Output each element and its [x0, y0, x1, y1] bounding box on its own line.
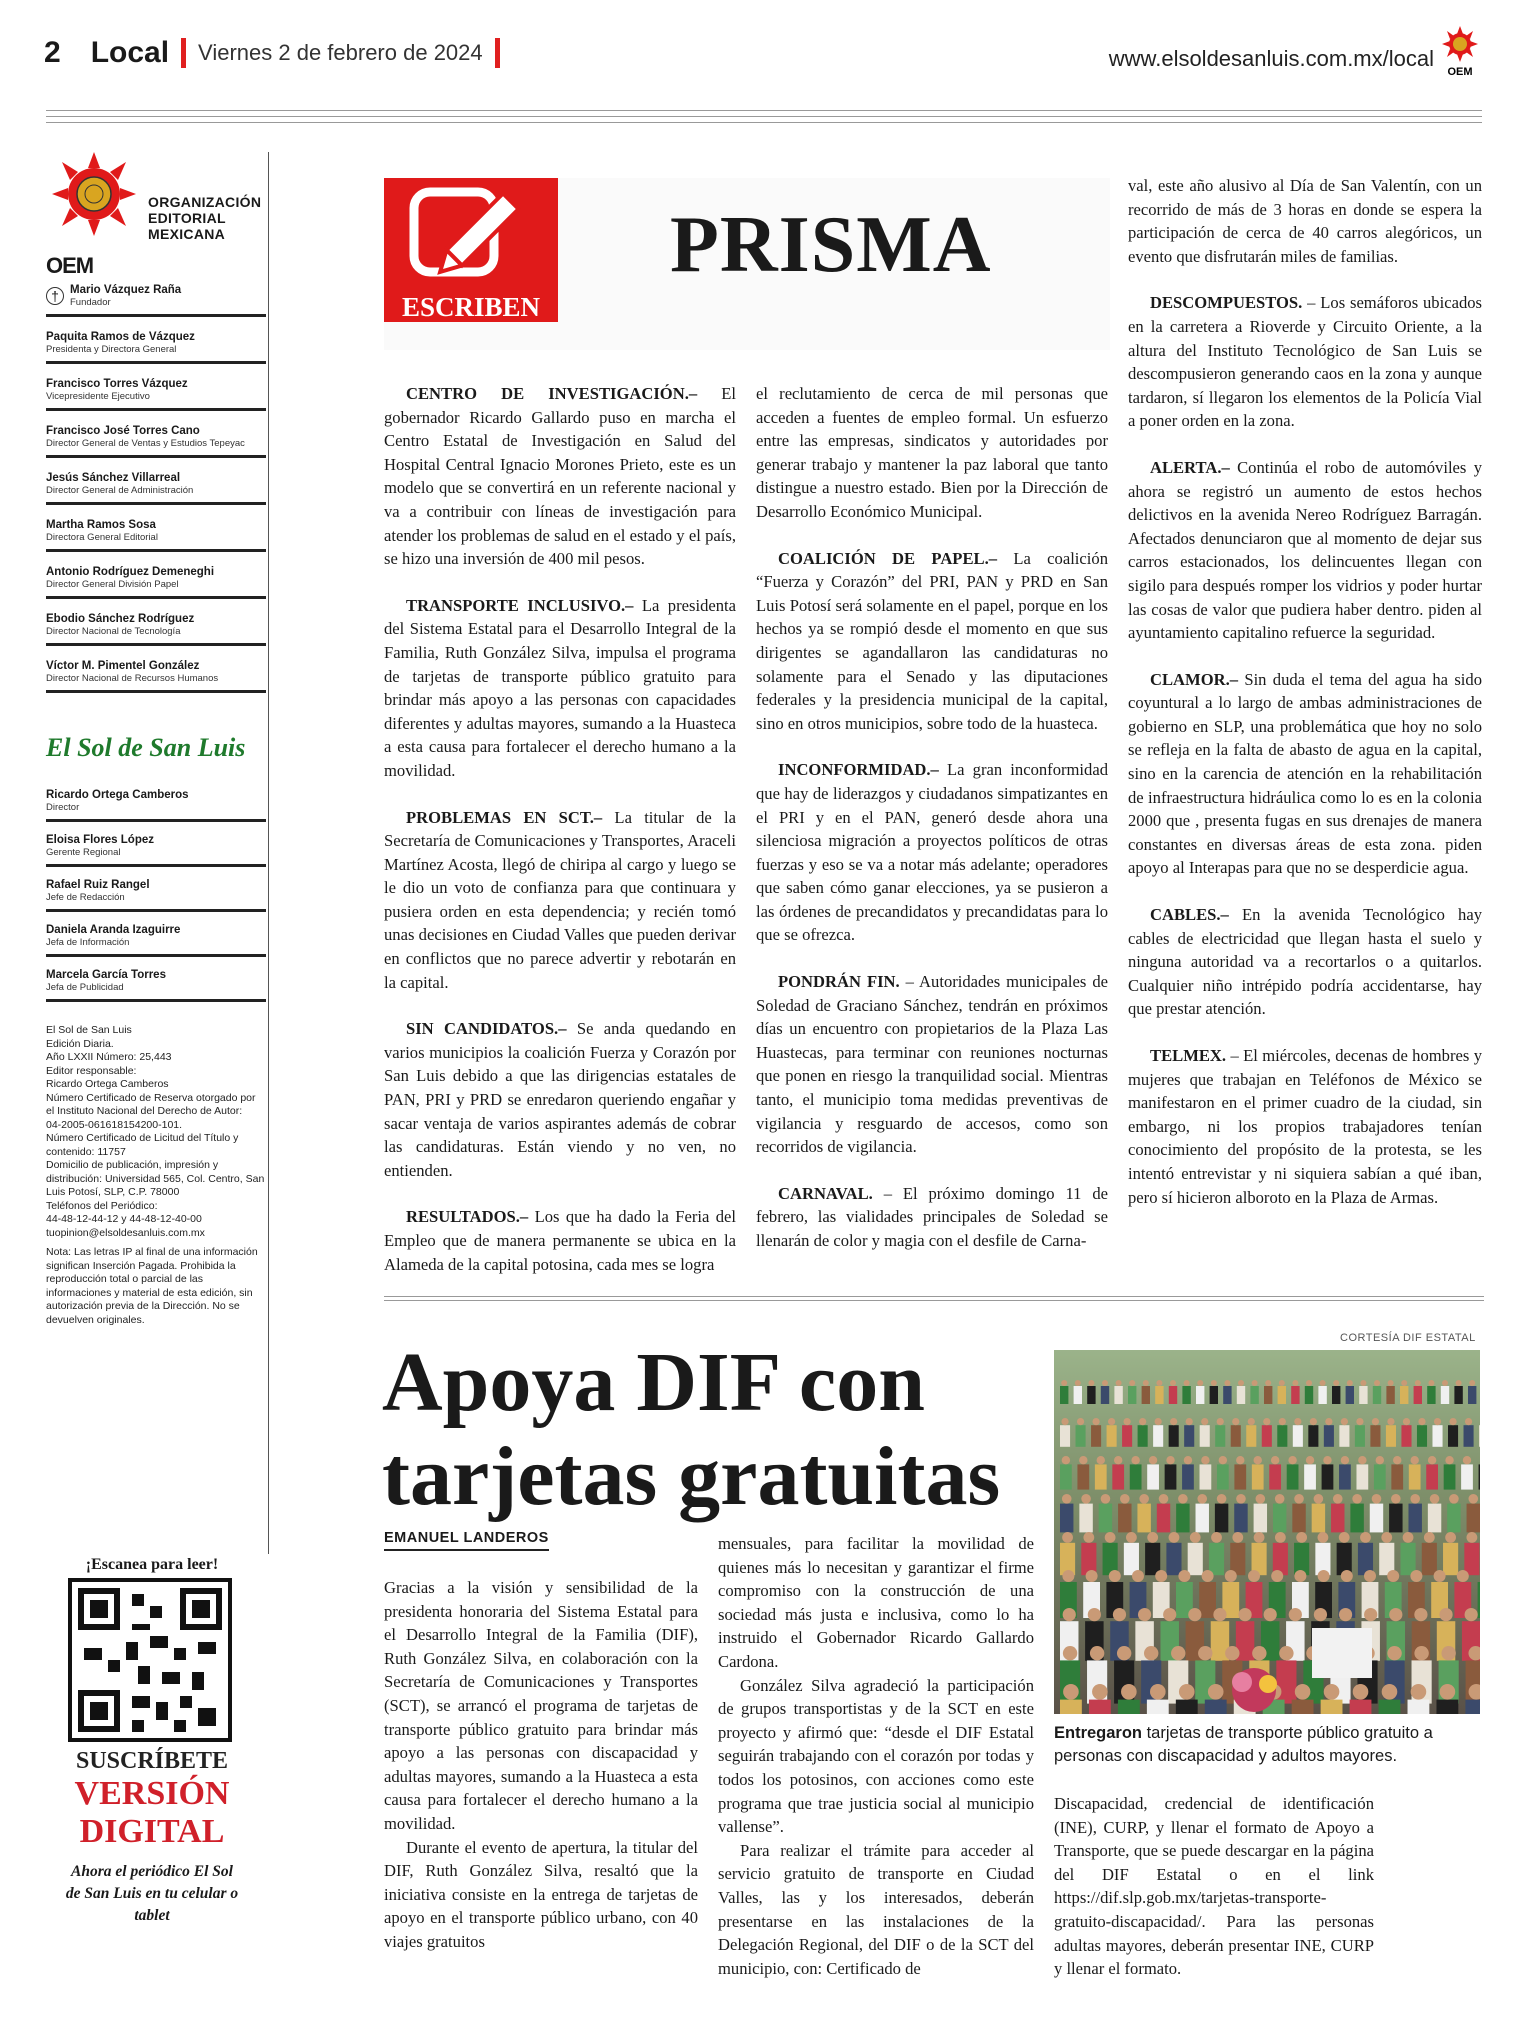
- prisma-column-2: [756, 382, 1108, 1276]
- photo-credit: CORTESÍA DIF ESTATAL: [1340, 1332, 1476, 1344]
- paragraph-heading: TRANSPORTE INCLUSIVO.–: [406, 595, 634, 615]
- paragraph-heading: ALERTA.–: [1150, 457, 1230, 477]
- legal-line: Año LXXII Número: 25,443: [46, 1051, 172, 1063]
- column-paragraph: [756, 970, 1108, 1159]
- paragraph-heading: PONDRÁN FIN.: [778, 972, 900, 992]
- legal-line: El Sol de San Luis: [46, 1024, 132, 1036]
- staff-entry: [46, 364, 266, 411]
- column-paragraph: [756, 382, 1108, 524]
- legal-line: 04-2005-061618154200-101.: [46, 1118, 183, 1131]
- section-name: Local: [90, 36, 170, 69]
- story-paragraph: González Silva agradeció la participación de grupos transportistas y de la SCT en este proyecto y afirmó que: “desde el DIF Estatal seguirán trabajando con el corazón por todas y todos los potosinos, con acciones como este programa que trae justicia social al municipio vallense”.: [718, 1675, 1034, 1837]
- oem-block: [46, 150, 266, 279]
- staff-entry: [46, 912, 266, 957]
- legal-line: Edición Diaria.: [46, 1037, 114, 1050]
- story-paragraph: Gracias a la visión y sensibilidad de la presidenta honoraria del Sistema Estatal para el Desarrollo Integral de la Familia (DIF), Ruth González Silva, en colaboración con la Secretaría de Comunicaciones y Transportes (SCT), se arrancó el programa de tarjetas de transporte público gratuito para brindar más apoyo a las personas con discapacidad y adultas mayores, sumando a la Huasteca a esta causa para fortalecer el derecho humano a la movilidad.: [384, 1578, 698, 1833]
- pencil-icon: [384, 178, 558, 288]
- column-title: PRISMA: [670, 201, 992, 289]
- paragraph-heading: RESULTADOS.–: [406, 1207, 529, 1227]
- org-name: ORGANIZACIÓN EDITORIAL MEXICANA: [148, 194, 262, 242]
- photo-caption: [1054, 1722, 1484, 1768]
- paragraph-heading: DESCOMPUESTOS.: [1150, 293, 1303, 313]
- staff-name: Eloisa Flores López: [46, 834, 154, 846]
- masthead-sidebar: [46, 150, 266, 1327]
- header-divider: [495, 38, 500, 68]
- staff-entry: [46, 317, 266, 364]
- founder-entry: [46, 279, 266, 317]
- prisma-column-1: [384, 382, 736, 1299]
- paragraph-text: el reclutamiento de cerca de mil personas que acceden a fuentes de empleo formal. Un esfuerzo entre las empresas, sindicatos y autoridades por generar trabajo y mantener la paz laboral que tanto distingue a nuestro estado. Bien por la Dirección de Desarrollo Económico Municipal.: [756, 384, 1108, 521]
- paragraph-text: En la avenida Tecnológico hay cables de electricidad que llegan hasta el suelo y ninguna autoridad va a recortarlos o a quitarlos. Cualquier niño intrépido podría accidentarse, hay que prestar atención.: [1128, 905, 1482, 1019]
- event-photo: [1054, 1350, 1480, 1714]
- qr-code[interactable]: [68, 1578, 232, 1742]
- staff-entry: [46, 777, 266, 822]
- subscribe-label: SUSCRÍBETE: [75, 1748, 229, 1774]
- story-column-2: [718, 1532, 1034, 1980]
- staff-role: Director General de Administración: [46, 485, 194, 496]
- paragraph-heading: TELMEX.: [1150, 1046, 1227, 1065]
- column-paragraph: [756, 758, 1108, 947]
- legal-line: Teléfonos del Periódico:: [46, 1199, 158, 1212]
- staff-entry: [46, 822, 266, 867]
- staff-name: Mario Vázquez Raña: [70, 284, 182, 296]
- staff-name: Francisco Torres Vázquez: [46, 378, 188, 390]
- paragraph-heading: SIN CANDIDATOS.–: [406, 1019, 567, 1039]
- legal-line: 44-48-12-44-12 y 44-48-12-40-00: [46, 1213, 202, 1225]
- paragraph-heading: CABLES.–: [1150, 905, 1229, 925]
- paper-name: El Sol de San Luis: [46, 733, 246, 762]
- paragraph-text: Sin duda el tema del agua ha sido coyuntural a lo largo de ambas administraciones de gobierno en SLP, una problemática que hoy no solo se refleja en la falta de abasto de agua en la capital, sino en la carencia de atención en la rehabilitación de infraestructura hidráulica como lo es en la colonia 2000 que , presenta fugas en sus drenajes de manera constantes en diversas áreas de esta zona. piden apoyo al Interapas para que no se desperdicie agua.: [1128, 669, 1482, 878]
- section-url[interactable]: www.elsoldesanluis.com.mx/local: [1108, 46, 1434, 71]
- staff-role: Fundador: [70, 297, 111, 308]
- oem-logo: [46, 150, 142, 279]
- column-paragraph: [1128, 903, 1482, 1021]
- story-paragraph: mensuales, para facilitar la movilidad de quienes más lo necesitan y garantizar el firme compromiso con la construcción de una sociedad más justa e inclusiva, como lo ha instruido el Gobernador Ricardo Gallardo Cardona.: [718, 1534, 1034, 1671]
- page-header-left: [44, 36, 500, 70]
- staff-role: Director: [46, 802, 80, 813]
- paragraph-heading: COALICIÓN DE PAPEL.–: [778, 548, 998, 568]
- column-paragraph: [384, 1017, 736, 1182]
- staff-role: Director General División Papel: [46, 579, 179, 590]
- paragraph-heading: CLAMOR.–: [1150, 669, 1239, 689]
- staff-name: Ebodio Sánchez Rodríguez: [46, 613, 195, 625]
- legal-line: Número Certificado de Reserva otorgado por el Instituto Nacional del Derecho de Autor:: [46, 1091, 256, 1117]
- staff-role: Gerente Regional: [46, 847, 121, 858]
- story-paragraph: Para realizar el trámite para acceder al servicio gratuito de transporte en Ciudad Valles, las y los interesados, deberán presentarse en las instalaciones de la Delegación Regional, del DIF o de la SCT del municipio, con: Certificado de: [718, 1840, 1034, 1978]
- paragraph-text: La coalición “Fuerza y Corazón” del PRI, PAN y PRD en San Luis Potosí será solamente en el papel, porque en los hechos ya se rompió desde el momento en que sus dirigentes se agandallaron las candidaturas no solamente para el Senado y las diputaciones federales y la presidencia municipal de la capital, sino en otros municipios, sobre todo de la huasteca.: [756, 548, 1108, 733]
- paragraph-heading: INCONFORMIDAD.–: [778, 760, 939, 780]
- staff-role: Director General de Ventas y Estudios Tepeyac: [46, 438, 245, 449]
- legal-line: Editor responsable:: [46, 1064, 137, 1077]
- staff-name: Antonio Rodríguez Demeneghi: [46, 566, 215, 578]
- oem-sun-emblem-icon: [46, 150, 142, 246]
- caption-lead: Entregaron: [1054, 1724, 1143, 1742]
- svg-text:OEM: OEM: [1447, 66, 1473, 78]
- sidebar-divider: [268, 152, 269, 1554]
- header-rule: [46, 116, 1482, 117]
- subscribe-block: [64, 1556, 240, 1927]
- story-paragraph: Durante el evento de apertura, la titular del DIF, Ruth González Silva, resaltó que la iniciativa consiste en la entrega de tarjetas de apoyo en el transporte público urbano, con 40 viajes gratuitos: [384, 1837, 698, 1951]
- staff-role: Director Nacional de Tecnología: [46, 626, 181, 637]
- oem-wordmark: OEM: [46, 253, 94, 278]
- column-paragraph: [384, 382, 736, 571]
- column-paragraph: [756, 1182, 1108, 1253]
- staff-role: Jefe de Redacción: [46, 892, 125, 903]
- staff-entry: [46, 646, 266, 693]
- column-paragraph: [756, 547, 1108, 736]
- paragraph-text: – El miércoles, decenas de hombres y mujeres que trabajan en Teléfonos de México se manifestaron en el primer cuadro de la ciudad, sin embargo, ni los propios trabajadores tenían conocimiento del propósito de la protesta, se les intentó entrevistar y ni siquiera sabían a qué iban, pero sí hicieron alboroto en la Plaza de Armas.: [1128, 1046, 1482, 1207]
- column-paragraph: [1128, 1044, 1482, 1209]
- subscribe-description: Ahora el periódico El Sol de San Luis en tu celular o tablet: [65, 1863, 239, 1924]
- header-divider: [181, 38, 186, 68]
- paragraph-text: Continúa el robo de automóviles y ahora se registró un aumento de estos hechos delictivos en la avenida Nereo Rodríguez Barragán. Afectados denunciaron que al momento de dejar sus carros estacionados, los delincuentes llegan con sigilo para después romper los vidrios y poder hurtar las cosas de valor que pudiera haber dentro. piden al ayuntamiento capitalino refuerce la seguridad.: [1128, 457, 1482, 643]
- paragraph-text: Los que ha dado la Feria del Empleo que de manera permanente se ubica en la Alameda de la capital potosina, cada mes se logra: [384, 1207, 736, 1274]
- paragraph-heading: CARNAVAL.: [778, 1183, 873, 1203]
- staff-name: Jesús Sánchez Villarreal: [46, 472, 181, 484]
- story-paragraph: Discapacidad, credencial de identificación (INE), CURP, y llenar el formato de Apoyo a Transporte, que se puede descargar en la página del DIF Estatal o en el link https://dif.slp.gob.mx/tarjetas-transporte-gratuito-discapacidad/. Para las personas adultas mayores, deberán presentar INE, CURP y llenar el formato.: [1054, 1794, 1374, 1979]
- oem-staff-list: [46, 317, 266, 693]
- qr-code-icon: [72, 1582, 228, 1738]
- staff-entry: [46, 505, 266, 552]
- staff-role: Vicepresidente Ejecutivo: [46, 391, 150, 402]
- staff-entry: [46, 599, 266, 646]
- story-headline: Apoya DIF con tarjetas gratuitas: [382, 1336, 1001, 1523]
- header-rule: [46, 122, 1482, 123]
- issue-date: Viernes 2 de febrero de 2024: [198, 40, 483, 65]
- column-paragraph: [1128, 291, 1482, 433]
- column-paragraph: [1128, 668, 1482, 880]
- legal-line: Ricardo Ortega Camberos: [46, 1078, 169, 1090]
- staff-name: Francisco José Torres Cano: [46, 425, 200, 437]
- oem-sun-logo-icon: [1438, 26, 1482, 78]
- caption-text: tarjetas de transporte público gratuito a personas con discapacidad y adultos mayores.: [1054, 1724, 1433, 1765]
- prisma-column-3: [1128, 174, 1482, 1232]
- section-separator: [384, 1296, 1484, 1301]
- digital-version-label: VERSIÓN DIGITAL: [74, 1775, 230, 1850]
- escriben-label: ESCRIBEN: [401, 292, 541, 322]
- story-byline: EMANUEL LANDEROS: [384, 1530, 549, 1551]
- legal-line: Número Certificado de Licitud del Título y contenido: 11757: [46, 1132, 239, 1158]
- page-number: 2: [44, 36, 61, 69]
- staff-name: Marcela García Torres: [46, 969, 166, 981]
- paragraph-text: El gobernador Ricardo Gallardo puso en marcha el Centro Estatal de Investigación en Salud del Hospital Central Ignacio Morones Prieto, este es un modelo que se convertirá en un referente nacional y va a contribuir con líneas de investigación para atender los problemas de salud en el estado y el país, se hizo una inversión de 400 mil pesos.: [384, 384, 736, 569]
- legal-info: [46, 1024, 266, 1240]
- legal-line: tuopinion@elsoldesanluis.com.mx: [46, 1226, 205, 1239]
- paragraph-heading: PROBLEMAS EN SCT.–: [406, 807, 603, 827]
- cross-icon: †: [46, 287, 64, 305]
- column-paragraph: [384, 806, 736, 995]
- paper-staff-list: [46, 777, 266, 1002]
- header-rule: [46, 110, 1482, 111]
- paragraph-text: La titular de la Secretaría de Comunicaciones y Transportes, Araceli Martínez Acosta, llegó de chiripa al cargo y luego se le dio un voto de confianza para que continuara y pusiera orden en esta dependencia; y recién tomó unas decisiones en Ciudad Valles que pueden derivar en conflictos que no parece advertir y rebotarán en la capital.: [384, 807, 736, 992]
- staff-entry: [46, 411, 266, 458]
- staff-name: Rafael Ruiz Rangel: [46, 879, 150, 891]
- paragraph-text: La gran inconformidad que hay de liderazgos y ciudadanos simpatizantes en el PRI y en el PAN, generó desde ahora una silenciosa migración a proyectos políticos de otras fuerzas y eso se va a notar más adelante; operadores que saben cómo ganar elecciones, ya se pusieron a las órdenes de precandidatos y precandidatas para lo que se ofrezca.: [756, 760, 1108, 945]
- staff-entry: [46, 552, 266, 599]
- paragraph-text: – Los semáforos ubicados en la carretera a Rioverde y Circuito Oriente, a la altura del Instituto Tecnológico de San Luis se descompusieron generando caos en la zona y aunque tardaron, sí llegaron los elementos de la Policía Vial a poner orden en la zona.: [1128, 293, 1482, 431]
- column-paragraph: [384, 594, 736, 783]
- staff-entry: [46, 957, 266, 1002]
- paragraph-text: – Autoridades municipales de Soledad de Graciano Sánchez, tendrán en próximos días un encuentro con propietarios de la Plaza Las Huastecas, para terminar con reuniones nocturnas que ponen en riesgo la tranquilidad social. Mientras tanto, el municipio toma medidas preventivas de vigilancia y resguardo de accesos, como son recorridos de vigilancia.: [756, 972, 1108, 1157]
- staff-name: Daniela Aranda Izaguirre: [46, 924, 181, 936]
- qr-title: ¡Escanea para leer!: [85, 1556, 219, 1573]
- staff-role: Director Nacional de Recursos Humanos: [46, 673, 219, 684]
- legal-note: Nota: Las letras IP al final de una información significan Inserción Pagada. Prohibida la reproducción total o parcial de las informaciones y material de esta edición, sin autorización previa de la Dirección. No se devuelven originales.: [46, 1246, 258, 1326]
- column-paragraph: [1128, 174, 1482, 268]
- paragraph-text: – El próximo domingo 11 de febrero, las vialidades principales de Soledad se llenarán de color y magia con el desfile de Carna-: [756, 1183, 1108, 1250]
- staff-entry: [46, 867, 266, 912]
- staff-role: Jefa de Publicidad: [46, 982, 124, 993]
- paragraph-text: Se anda quedando en varios municipios la coalición Fuerza y Corazón por San Luis debido a que las dirigencias estatales de PAN, PRI y PRD se enredaron queriendo engañar y sacar ventaja de varios aspirantes además de cobrar las candidaturas. Están viendo y no ven, no entienden.: [384, 1019, 736, 1180]
- staff-name: Ricardo Ortega Camberos: [46, 789, 189, 801]
- paragraph-text: La presidenta del Sistema Estatal para el Desarrollo Integral de la Familia, Ruth González Silva, impulsa el programa de tarjetas de transporte público gratuito para brindar más apoyo a las personas con capacidades diferentes y adultas mayores, sumando a la Huasteca a esta causa para fortalecer el derecho humano a la movilidad.: [384, 595, 736, 780]
- staff-role: Jefa de Información: [46, 937, 130, 948]
- paragraph-text: val, este año alusivo al Día de San Valentín, con un recorrido de más de 3 horas en donde se espera la participación de cerca de 40 carros alegóricos, un evento que disfrutarán miles de familias.: [1128, 176, 1482, 266]
- column-paragraph: [384, 1205, 736, 1276]
- staff-name: Martha Ramos Sosa: [46, 519, 156, 531]
- staff-entry: [46, 458, 266, 505]
- story-column-1: [384, 1576, 698, 1954]
- story-column-3: [1054, 1792, 1374, 1981]
- paragraph-heading: CENTRO DE INVESTIGACIÓN.–: [406, 384, 698, 403]
- staff-role: Presidenta y Directora General: [46, 344, 177, 355]
- crowd-photo-icon: [1054, 1350, 1480, 1714]
- staff-name: Víctor M. Pimentel González: [46, 660, 200, 672]
- legal-line: Domicilio de publicación, impresión y distribución: Universidad 565, Col. Centro, San Luis Potosí, SLP, C.P. 78000: [46, 1159, 265, 1198]
- column-paragraph: [1128, 456, 1482, 645]
- staff-role: Directora General Editorial: [46, 532, 158, 543]
- staff-name: Paquita Ramos de Vázquez: [46, 331, 195, 343]
